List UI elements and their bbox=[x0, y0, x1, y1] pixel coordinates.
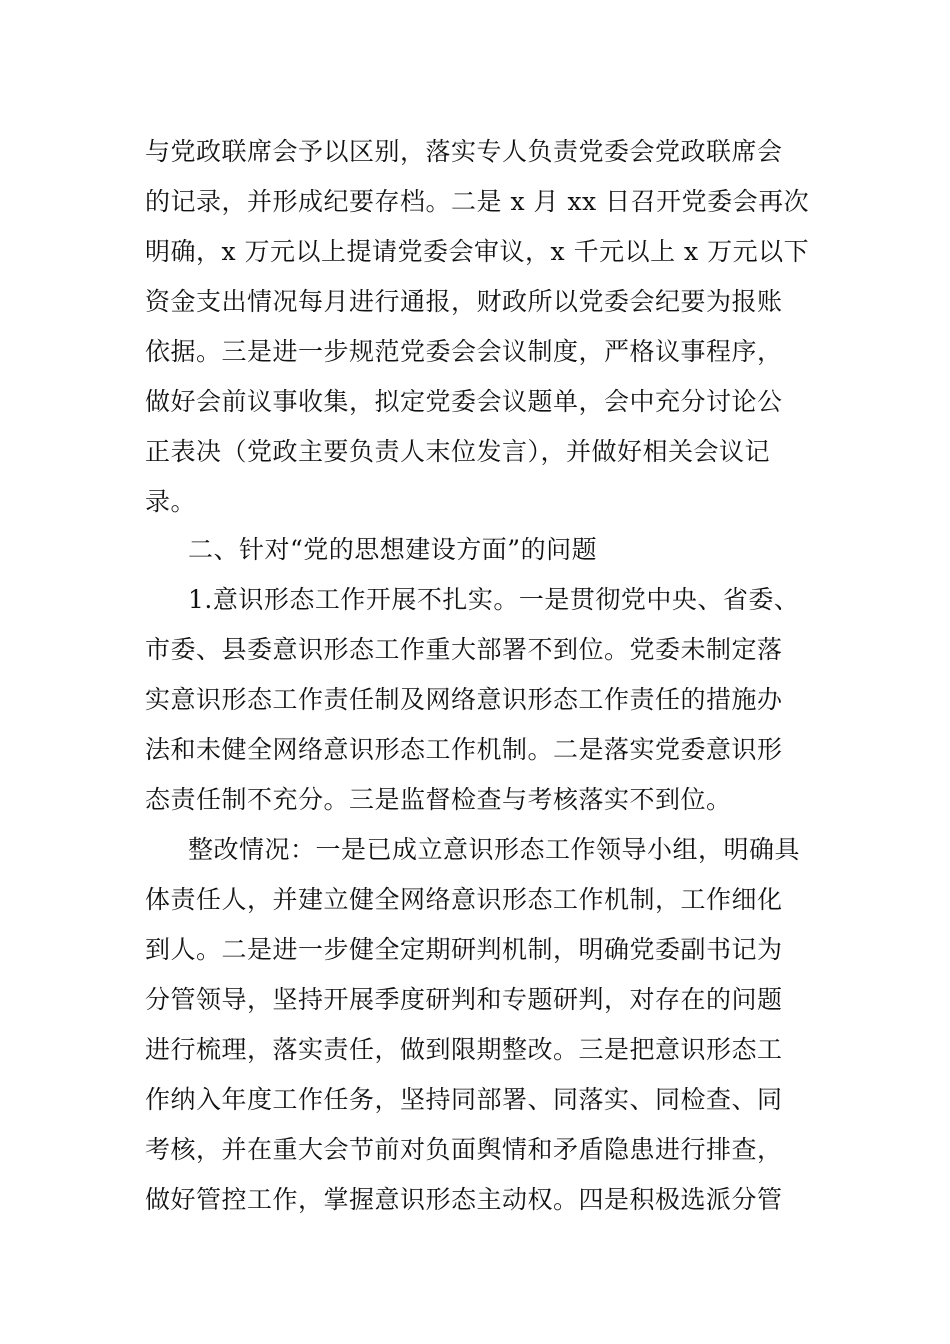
text-line: 做好会前议事收集，拟定党委会议题单，会中充分讨论公 bbox=[145, 387, 783, 416]
text-line: 法和未健全网络意识形态工作机制。二是落实党委意识形 bbox=[145, 735, 783, 764]
text-line: 实意识形态工作责任制及网络意识形态工作责任的措施办 bbox=[145, 685, 783, 714]
text-line: 考核，并在重大会节前对负面舆情和矛盾隐患进行排查， bbox=[145, 1135, 783, 1164]
text-line: 资金支出情况每月进行通报，财政所以党委会纪要为报账 bbox=[145, 287, 783, 316]
text-line: 与党政联席会予以区别，落实专人负责党委会党政联席会 bbox=[145, 137, 783, 166]
text-line: 做好管控工作，掌握意识形态主动权。四是积极选派分管 bbox=[145, 1185, 783, 1214]
text-line: 到人。二是进一步健全定期研判机制，明确党委副书记为 bbox=[145, 935, 783, 964]
text-line: 态责任制不充分。三是监督检查与考核落实不到位。 bbox=[145, 785, 732, 814]
text-line: 的记录，并形成纪要存档。二是 x 月 xx 日召开党委会再次 bbox=[145, 187, 810, 216]
text-line: 录。 bbox=[145, 487, 197, 516]
text-line: 分管领导，坚持开展季度研判和专题研判，对存在的问题 bbox=[145, 985, 783, 1014]
section-heading: 二、针对“党的思想建设方面”的问题 bbox=[188, 535, 598, 564]
text-line: 进行梳理，落实责任，做到限期整改。三是把意识形态工 bbox=[145, 1035, 783, 1064]
text-line: 依据。三是进一步规范党委会会议制度，严格议事程序， bbox=[145, 337, 783, 366]
text-line: 体责任人，并建立健全网络意识形态工作机制，工作细化 bbox=[145, 885, 783, 914]
text-line: 正表决（党政主要负责人末位发言），并做好相关会议记 bbox=[145, 437, 771, 466]
text-line: 作纳入年度工作任务，坚持同部署、同落实、同检查、同 bbox=[145, 1085, 783, 1114]
text-line: 明确，x 万元以上提请党委会审议，x 千元以上 x 万元以下 bbox=[145, 237, 810, 266]
item-heading: 1.意识形态工作开展不扎实。一是贯彻党中央、省委、 bbox=[188, 585, 800, 614]
paragraph-start: 整改情况：一是已成立意识形态工作领导小组，明确具 bbox=[188, 835, 801, 864]
text-line: 市委、县委意识形态工作重大部署不到位。党委未制定落 bbox=[145, 635, 783, 664]
